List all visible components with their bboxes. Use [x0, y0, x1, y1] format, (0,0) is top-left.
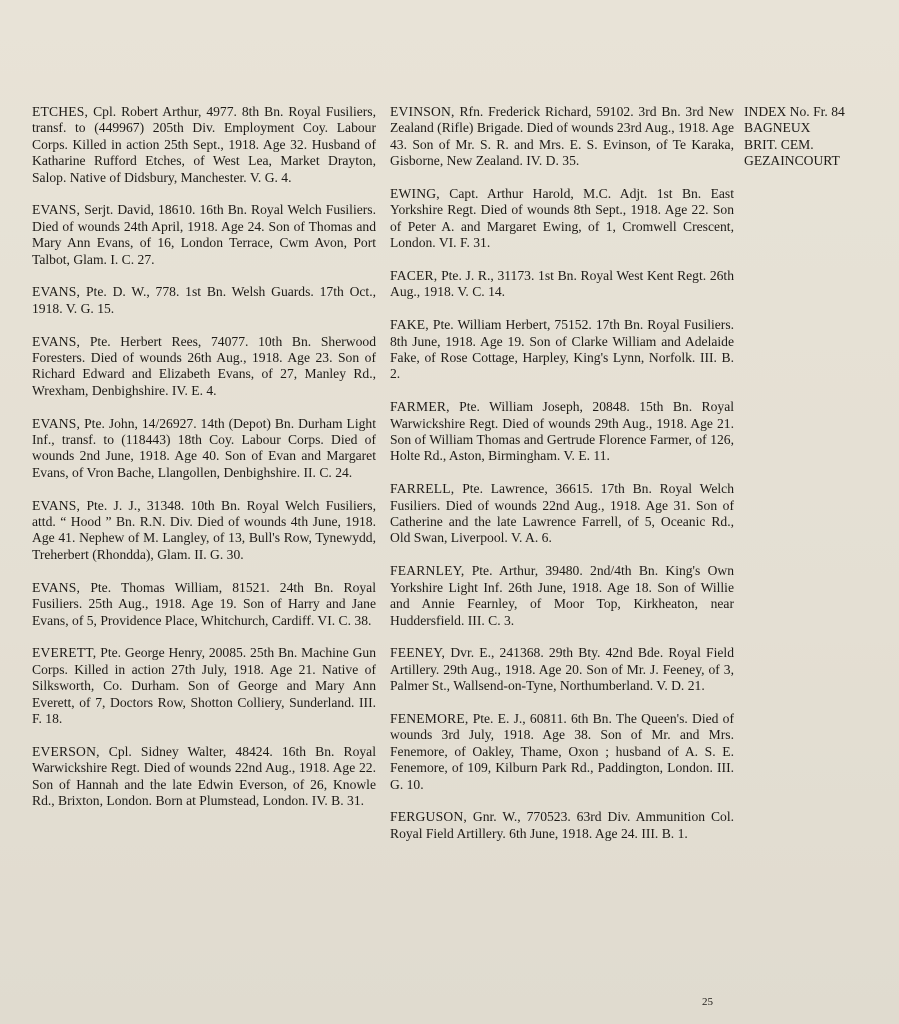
entry-details: Dvr. E., 241368. 29th Bty. 42nd Bde. Royal Field Artillery. 29th Aug., 1918. Age 20. Son of Mr. J. Feeney, of 3, Palmer St., Wallsend-on-Tyne, Northumberland. V. D. 21.	[390, 645, 734, 694]
index-number: INDEX No. Fr. 84	[744, 104, 845, 119]
entry-surname: EVANS,	[32, 497, 81, 513]
left-column	[32, 104, 376, 826]
entry-surname: ETCHES,	[32, 104, 89, 119]
entry-details: Pte. Lawrence, 36615. 17th Bn. Royal Welch Fusiliers. Died of wounds 22nd Aug., 1918. Age 31. Son of Catherine and the late Lawrence Farrell, of 5, Oceanic Rd., Old Swan, Liverpool. V. A. 6.	[390, 481, 734, 546]
entry	[32, 498, 376, 564]
entry	[32, 202, 376, 268]
entry	[32, 284, 376, 317]
entry-surname: EVANS,	[32, 284, 81, 300]
entry	[32, 334, 376, 400]
entry-details: Cpl. Robert Arthur, 4977. 8th Bn. Royal Fusiliers, transf. to (449967) 205th Div. Employment Coy. Labour Corps. Killed in action 25th Sept., 1918. Age 32. Husband of Katharine Rufford Etches, of West Lea, Market Drayton, Salop. Native of Didsbury, Manchester. V. G. 4.	[32, 104, 376, 185]
entry-details: Pte. George Henry, 20085. 25th Bn. Machine Gun Corps. Killed in action 27th July, 1918. Age 21. Native of Silksworth, Co. Durham. Son of George and Mary Ann Everett, of 7, Doctors Row, Shotton Colliery, Sunderland. III. F. 18.	[32, 645, 376, 726]
entry-details: Pte. D. W., 778. 1st Bn. Welsh Guards. 17th Oct., 1918. V. G. 15.	[32, 284, 377, 316]
entry-details: Pte. John, 14/26927. 14th (Depot) Bn. Durham Light Inf., transf. to (118443) 18th Coy. Labour Corps. Died of wounds 2nd June, 1918. Age 40. Son of Evan and Margaret Evans, of Vron Bache, Llangollen, Denbighshire. II. C. 24.	[32, 415, 377, 480]
page-number: 25	[702, 996, 713, 1008]
entry-surname: FEENEY,	[390, 645, 446, 661]
entry-surname: EVINSON,	[390, 104, 455, 119]
entry	[32, 104, 376, 186]
entry-surname: EVANS,	[32, 579, 81, 595]
entry-details: Pte. J. R., 31173. 1st Bn. Royal West Kent Regt. 26th Aug., 1918. V. C. 14.	[390, 268, 734, 300]
entry-details: Capt. Arthur Harold, M.C. Adjt. 1st Bn. East Yorkshire Regt. Died of wounds 8th Sept., 1918. Age 22. Son of Peter A. and Margaret Ewing, of 1, Cromwell Crescent, London. VI. F. 31.	[390, 186, 734, 251]
entry	[390, 563, 734, 629]
entry	[390, 104, 734, 170]
entry-surname: FERGUSON,	[390, 809, 467, 825]
entry	[390, 268, 734, 301]
cemetery-name-line: GEZAINCOURT	[744, 153, 840, 169]
entry-details: Cpl. Sidney Walter, 48424. 16th Bn. Royal Warwickshire Regt. Died of wounds 22nd Aug., 1918. Age 22. Son of Hannah and the late Edwin Everson, of 26, Knowle Rd., Brixton, London. Born at Plumstead, London. IV. B. 31.	[32, 743, 376, 808]
entry-surname: EVERSON,	[32, 743, 100, 759]
entry	[390, 317, 734, 383]
entry-details: Pte. Thomas William, 81521. 24th Bn. Royal Fusiliers. 25th Aug., 1918. Age 19. Son of Harry and Jane Evans, of 5, Providence Place, Whitchurch, Cardiff. VI. C. 38.	[32, 579, 376, 628]
entry-surname: FENEMORE,	[390, 710, 469, 726]
right-column	[390, 104, 734, 859]
entry	[390, 186, 734, 252]
entry-details: Pte. William Joseph, 20848. 15th Bn. Royal Warwickshire Regt. Died of wounds 29th Aug., 1918. Age 21. Son of William Thomas and Gertrude Florence Farmer, of 126, Holte Rd., Aston, Birmingham. V. E. 11.	[390, 399, 734, 464]
entry-surname: FARRELL,	[390, 481, 455, 497]
entry-surname: EVANS,	[32, 202, 81, 218]
entry	[390, 399, 734, 465]
entry-details: Rfn. Frederick Richard, 59102. 3rd Bn. 3rd New Zealand (Rifle) Brigade. Died of wounds 23rd Aug., 1918. Age 43. Son of Mr. S. R. and Mrs. E. S. Evinson, of Te Karaka, Gisborne, New Zealand. IV. D. 35.	[390, 104, 734, 169]
entry-surname: FAKE,	[390, 317, 429, 333]
entry-surname: EWING,	[390, 186, 440, 202]
entry-details: Gnr. W., 770523. 63rd Div. Ammunition Col. Royal Field Artillery. 6th June, 1918. Age 24. III. B. 1.	[390, 809, 734, 841]
cemetery-name-line: BRIT. CEM.	[744, 136, 814, 152]
cemetery-index	[744, 104, 894, 170]
entry	[32, 580, 376, 629]
entry	[390, 481, 734, 547]
entry	[32, 416, 376, 482]
entry-surname: FARMER,	[390, 399, 450, 415]
entry-details: Serjt. David, 18610. 16th Bn. Royal Welch Fusiliers. Died of wounds 24th April, 1918. Age 24. Son of Thomas and Mary Ann Evans, of 16, London Terrace, Cwm Avon, Port Talbot, Glam. I. C. 27.	[32, 202, 376, 267]
entry	[390, 809, 734, 842]
entry-details: Pte. William Herbert, 75152. 17th Bn. Royal Fusiliers. 8th June, 1918. Age 19. Son of Clarke William and Adelaide Fake, of Rose Cottage, Harpley, King's Lynn, Norfolk. III. B. 2.	[390, 317, 735, 382]
entry-surname: EVANS,	[32, 415, 81, 431]
entry	[390, 711, 734, 793]
entry	[390, 645, 734, 694]
entry-details: Pte. Arthur, 39480. 2nd/4th Bn. King's Own Yorkshire Light Inf. 26th June, 1918. Age 18. Son of Willie and Annie Fearnley, of Moor Top, Kirkheaton, near Huddersfield. III. C. 3.	[390, 563, 735, 628]
cemetery-name-line: BAGNEUX	[744, 120, 811, 136]
entry-details: Pte. J. J., 31348. 10th Bn. Royal Welch Fusiliers, attd. “ Hood ” Bn. R.N. Div. Died of wounds 4th June, 1918. Age 41. Nephew of M. Langley, of 13, Bull's Row, Tynewydd, Treherbert (Rhondda), Glam. II. G. 30.	[32, 497, 376, 562]
entry-details: Pte. E. J., 60811. 6th Bn. The Queen's. Died of wounds 3rd July, 1918. Age 38. Son of Mr. and Mrs. Fenemore, of Oakley, Thame, Oxon ; husband of A. S. E. Fenemore, of 109, Kilburn Park Rd., Paddington, London. III. G. 10.	[390, 710, 734, 792]
entry-surname: EVERETT,	[32, 645, 97, 661]
entry	[32, 744, 376, 810]
entry-details: Pte. Herbert Rees, 74077. 10th Bn. Sherwood Foresters. Died of wounds 26th Aug., 1918. Age 23. Son of Richard Edward and Elizabeth Evans, of 27, Manley Rd., Wrexham, Denbighshire. IV. E. 4.	[32, 333, 376, 398]
entry-surname: EVANS,	[32, 333, 81, 349]
entry	[32, 645, 376, 727]
entry-surname: FEARNLEY,	[390, 563, 465, 579]
entry-surname: FACER,	[390, 268, 438, 284]
